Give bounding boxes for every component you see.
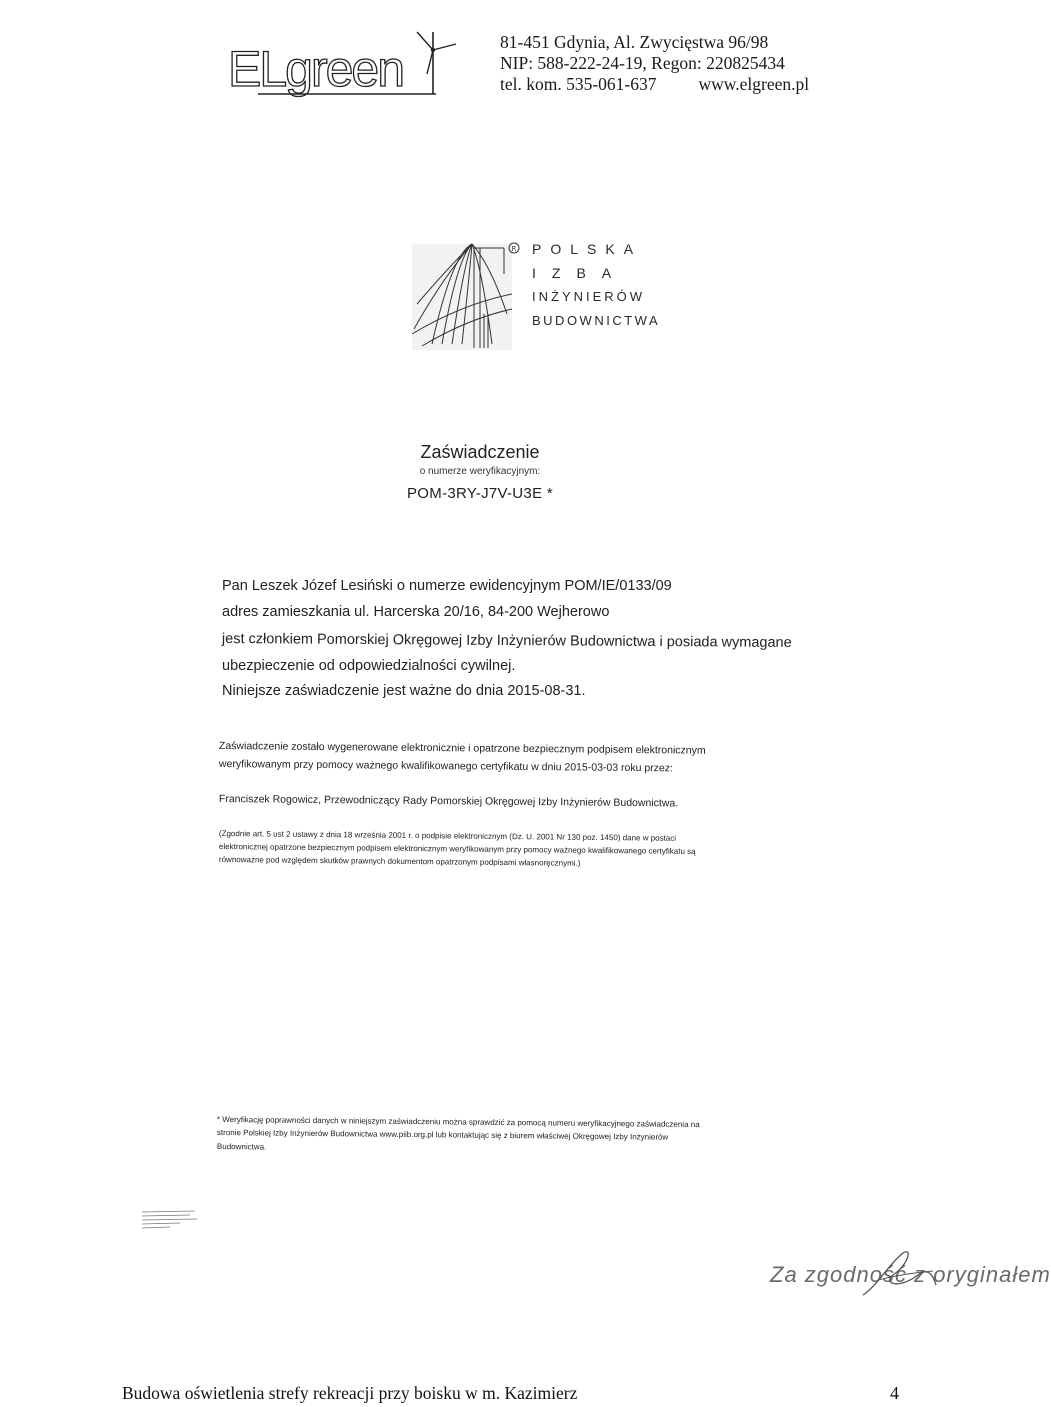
- certificate-title: Zaświadczenie: [420, 442, 540, 462]
- nip-line: NIP: 588-222-24-19, Regon: 220825434: [500, 53, 785, 73]
- piib-name: [532, 238, 660, 332]
- page-number: 4: [890, 1383, 899, 1403]
- signature-info-line-2: weryfikowanym przy pomocy ważnego kwalifikowanego certyfikatu w dniu 2015-03-03 roku przez:: [218, 758, 674, 775]
- piib-emblem: [412, 234, 522, 352]
- body-line-address: adres zamieszkania ul. Harcerska 20/16, 84-200 Wejherowo: [222, 604, 610, 620]
- phone-text: tel. kom. 535-061-637: [500, 74, 657, 94]
- body-line-insurance: ubezpieczenie od odpowiedzialności cywilnej.: [222, 658, 516, 674]
- handwritten-signature: [858, 1245, 938, 1300]
- body-line-membership: jest członkiem Pomorskiej Okręgowej Izby Inżynierów Budownictwa i posiada wymagane: [221, 631, 792, 651]
- document-footer-title: Budowa oświetlenia strefy rekreacji przy boisku w m. Kazimierz: [122, 1383, 578, 1403]
- signature-info-line-1: Zaświadczenie zostało wygenerowane elektronicznie i opatrzone bezpiecznym podpisem elektronicznym: [218, 740, 706, 757]
- legal-note-line-1: (Zgodnie art. 5 ust 2 ustawy z dnia 18 września 2001 r. o podpisie elektronicznym (Dz. U. 2001 Nr 130 poz. 1450) dane w postaci: [218, 829, 677, 843]
- svg-text:R: R: [511, 245, 517, 253]
- verification-number: POM-3RY-J7V-U3E *: [407, 485, 553, 502]
- footnote-line-1: * Weryfikację poprawności danych w niniejszym zaświadczeniu można sprawdzić za pomocą numeru weryfikacyjnego zaświadczenia na: [216, 1115, 700, 1130]
- contact-line: [500, 74, 809, 95]
- logo-wordmark: ELgreen: [228, 41, 404, 97]
- body-line-name: Pan Leszek Józef Lesiński o numerze ewidencyjnym POM/IE/0133/09: [222, 578, 672, 594]
- signer-line: Franciszek Rogowicz, Przewodniczący Rady Pomorskiej Okręgowej Izby Inżynierów Budownictwa.: [218, 793, 679, 810]
- footnote-line-3: Budownictwa.: [216, 1142, 267, 1152]
- footnote-line-2: stronie Polskiej Izby Inżynierów Budownictwa www.piib.org.pl lub kontaktując się z biurem właściwej Okręgowej Izby Inżynierów: [216, 1128, 669, 1142]
- website-link[interactable]: www.elgreen.pl: [698, 74, 810, 94]
- legal-note-line-3: równoważne pod względem skutków prawnych dokumentom opatrzonym podpisami własnoręcznymi.): [218, 855, 581, 868]
- piib-line-1: POLSKA: [532, 241, 643, 257]
- bridge-emblem-icon: [412, 234, 522, 352]
- piib-line-4: BUDOWNICTWA: [532, 312, 661, 328]
- body-line-validity: Niniejsze zaświadczenie jest ważne do dnia 2015-08-31.: [222, 683, 586, 699]
- company-address-block: [500, 32, 809, 95]
- piib-line-2: IZBA: [532, 264, 628, 281]
- elgreen-logo: [228, 30, 458, 100]
- conformity-stamp: Za zgodność z oryginałem: [770, 1262, 1051, 1287]
- piib-line-3: INŻYNIERÓW: [532, 289, 646, 304]
- legal-note-line-2: elektronicznej opatrzone bezpiecznym podpisem elektronicznym weryfikowanym przy pomocy ważnego kwalifikowanego certyfikatu są: [218, 842, 696, 856]
- address-line: 81-451 Gdynia, Al. Zwycięstwa 96/98: [500, 32, 769, 52]
- small-print-scribble: [140, 1208, 200, 1230]
- certificate-subtitle: o numerze weryfikacyjnym:: [419, 466, 541, 477]
- wind-turbine-logo-icon: [228, 30, 458, 100]
